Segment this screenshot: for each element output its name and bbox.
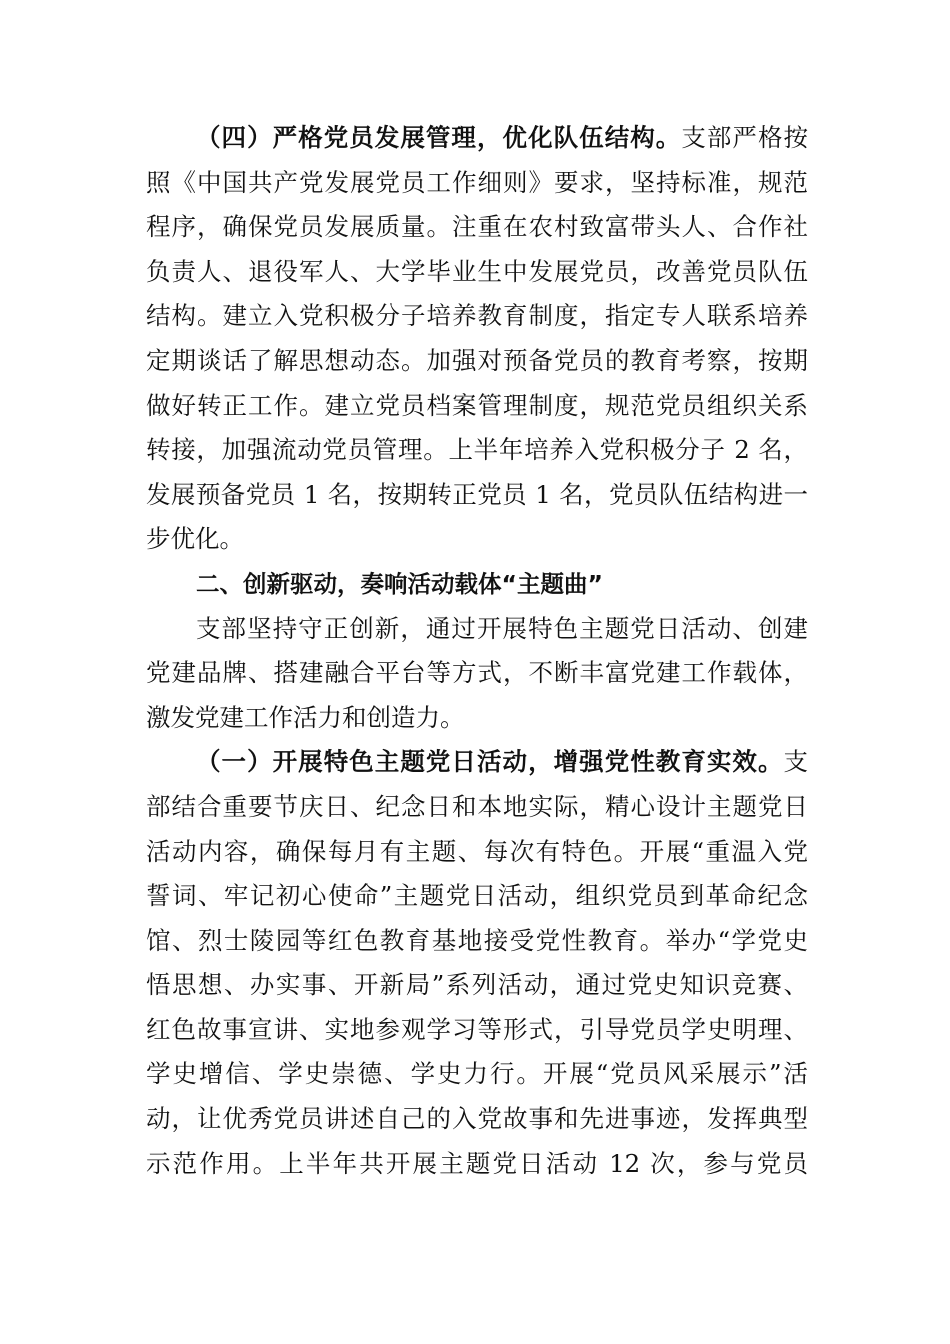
section-2-intro-line-1: 支部坚持守正创新，通过开展特色主题党日活动、创建 (196, 613, 808, 643)
paragraph-1-line-1 (146, 740, 808, 785)
section-2-heading: 二、创新驱动，奏响活动载体“主题曲” (196, 569, 603, 598)
paragraph-1-line-2: 部结合重要节庆日、纪念日和本地实际，精心设计主题党日 (146, 791, 808, 821)
section-2-intro-line-2: 党建品牌、搭建融合平台等方式，不断丰富党建工作载体， (146, 658, 808, 688)
paragraph-1-line-5: 馆、烈士陵园等红色教育基地接受党性教育。举办“学党史 (146, 925, 808, 955)
paragraph-4-line-1 (146, 116, 808, 161)
document-page (146, 116, 808, 1186)
paragraph-4-line-8: 转接，加强流动党员管理。上半年培养入党积极分子 2 名， (146, 435, 808, 465)
paragraph-4-line-3: 程序，确保党员发展质量。注重在农村致富带头人、合作社 (146, 212, 808, 242)
paragraph-1-line-10: 示范作用。上半年共开展主题党日活动 12 次，参与党员 (146, 1148, 808, 1178)
paragraph-1-line-8: 学史增信、学史崇德、学史力行。开展“党员风采展示”活 (146, 1059, 808, 1089)
paragraph-4-line-7: 做好转正工作。建立党员档案管理制度，规范党员组织关系 (146, 390, 808, 420)
paragraph-4-line-2: 照《中国共产党发展党员工作细则》要求，坚持标准，规范 (146, 167, 808, 197)
paragraph-1-line-7: 红色故事宣讲、实地参观学习等形式，引导党员学史明理、 (146, 1014, 808, 1044)
paragraph-1-text: 支 (783, 747, 808, 777)
paragraph-4-line-9: 发展预备党员 1 名，按期转正党员 1 名，党员队伍结构进一 (146, 479, 808, 509)
paragraph-4-line-5: 结构。建立入党积极分子培养教育制度，指定专人联系培养 (146, 301, 808, 331)
paragraph-1-line-9: 动，让优秀党员讲述自己的入党故事和先进事迹，发挥典型 (146, 1104, 808, 1134)
paragraph-4-text: 支部严格按 (681, 123, 809, 152)
paragraph-4-line-6: 定期谈话了解思想动态。加强对预备党员的教育考察，按期 (146, 345, 808, 375)
section-2-intro-line-3: 激发党建工作活力和创造力。 (146, 702, 465, 732)
paragraph-1-line-6: 悟思想、办实事、开新局”系列活动，通过党史知识竞赛、 (146, 970, 808, 1000)
paragraph-1-line-4: 誓词、牢记初心使命”主题党日活动，组织党员到革命纪念 (146, 881, 808, 911)
paragraph-4-line-4: 负责人、退役军人、大学毕业生中发展党员，改善党员队伍 (146, 256, 808, 286)
paragraph-1-line-3: 活动内容，确保每月有主题、每次有特色。开展“重温入党 (146, 836, 808, 866)
paragraph-4-lead: （四）严格党员发展管理，优化队伍结构。 (196, 123, 682, 152)
paragraph-1-lead: （一）开展特色主题党日活动，增强党性教育实效。 (196, 747, 784, 777)
paragraph-4-line-10: 步优化。 (146, 524, 244, 554)
